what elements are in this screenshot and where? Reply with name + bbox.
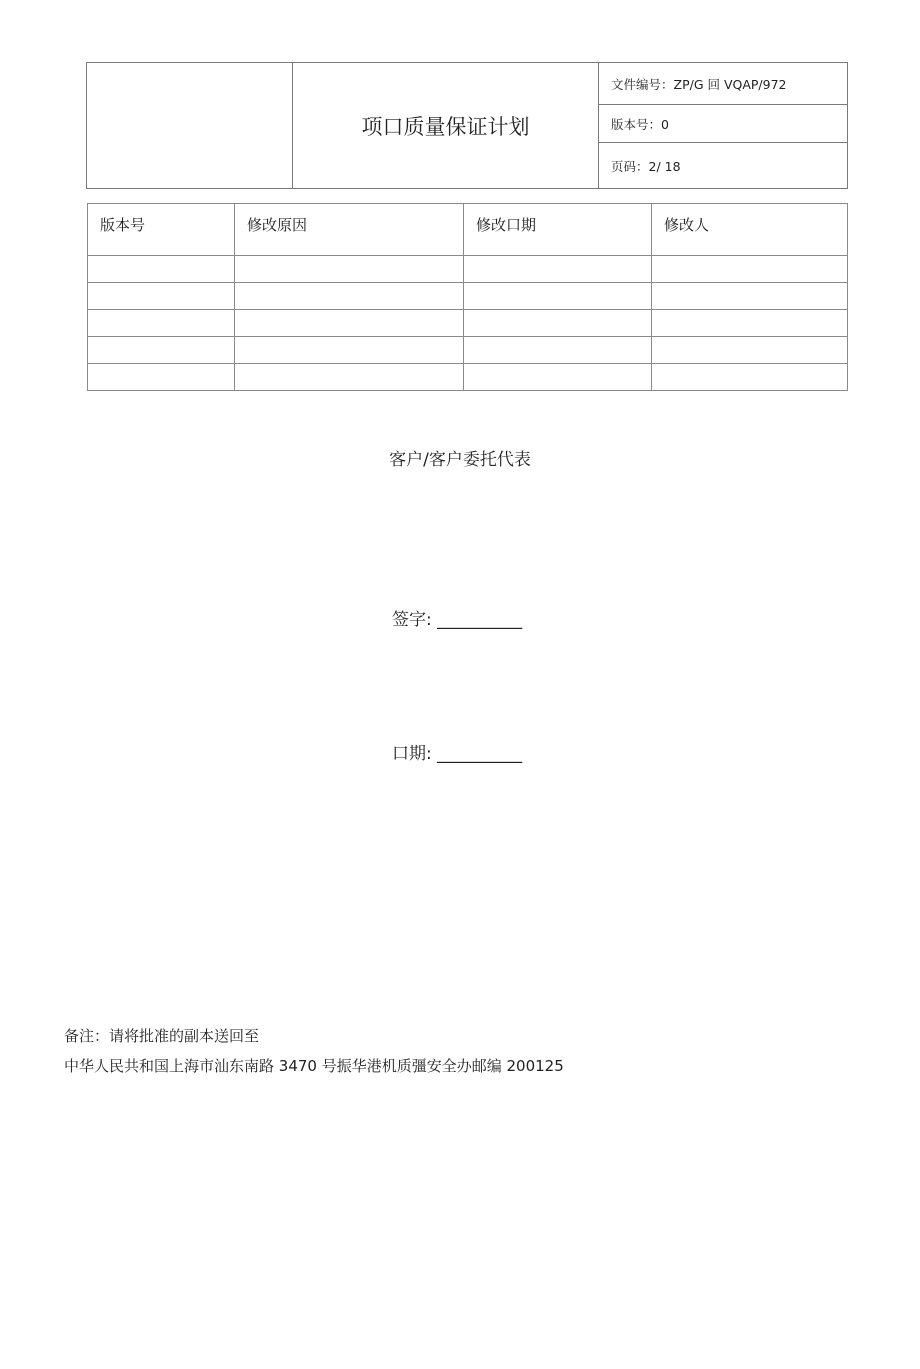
table-cell bbox=[88, 256, 235, 283]
column-header: 修改人 bbox=[652, 204, 848, 256]
table-cell bbox=[464, 310, 652, 337]
document-title: 项口质量保证计划 bbox=[293, 63, 599, 189]
table-cell bbox=[235, 310, 464, 337]
table-cell bbox=[235, 283, 464, 310]
table-row bbox=[88, 337, 848, 364]
approval-heading: 客户/客户委托代表 bbox=[389, 450, 531, 470]
column-header: 修改口期 bbox=[464, 204, 652, 256]
table-cell bbox=[88, 364, 235, 391]
version-number: 版本号：0 bbox=[599, 105, 848, 143]
table-row bbox=[88, 256, 848, 283]
document-number: 文件编号：ZP/G 回 VQAP/972 bbox=[599, 63, 848, 105]
table-cell bbox=[464, 283, 652, 310]
table-cell bbox=[464, 337, 652, 364]
table-cell bbox=[652, 337, 848, 364]
column-header: 修改原因 bbox=[235, 204, 464, 256]
table-cell bbox=[88, 310, 235, 337]
table-cell bbox=[235, 364, 464, 391]
table-row bbox=[88, 283, 848, 310]
table-cell bbox=[88, 283, 235, 310]
revision-table-header bbox=[88, 204, 848, 256]
document-header bbox=[86, 62, 848, 189]
table-cell bbox=[464, 364, 652, 391]
column-header: 版本号 bbox=[88, 204, 235, 256]
table-row bbox=[88, 310, 848, 337]
table-cell bbox=[464, 256, 652, 283]
table-cell bbox=[652, 283, 848, 310]
date-line: 口期: __________ bbox=[392, 744, 523, 764]
table-cell bbox=[652, 310, 848, 337]
table-cell bbox=[235, 337, 464, 364]
footer-address: 中华人民共和国上海市汕东南路 3470 号振华港机质彊安全办邮编 200125 bbox=[64, 1057, 564, 1075]
table-row bbox=[88, 364, 848, 391]
logo-cell bbox=[87, 63, 293, 189]
signature-line: 签字: __________ bbox=[392, 610, 523, 630]
table-cell bbox=[652, 364, 848, 391]
table-cell bbox=[652, 256, 848, 283]
page-number: 页码：2/ 18 bbox=[599, 143, 848, 189]
table-cell bbox=[235, 256, 464, 283]
revision-table bbox=[87, 203, 848, 391]
table-cell bbox=[88, 337, 235, 364]
footer-note: 备注：请将批准的副本送回至 bbox=[64, 1027, 260, 1045]
